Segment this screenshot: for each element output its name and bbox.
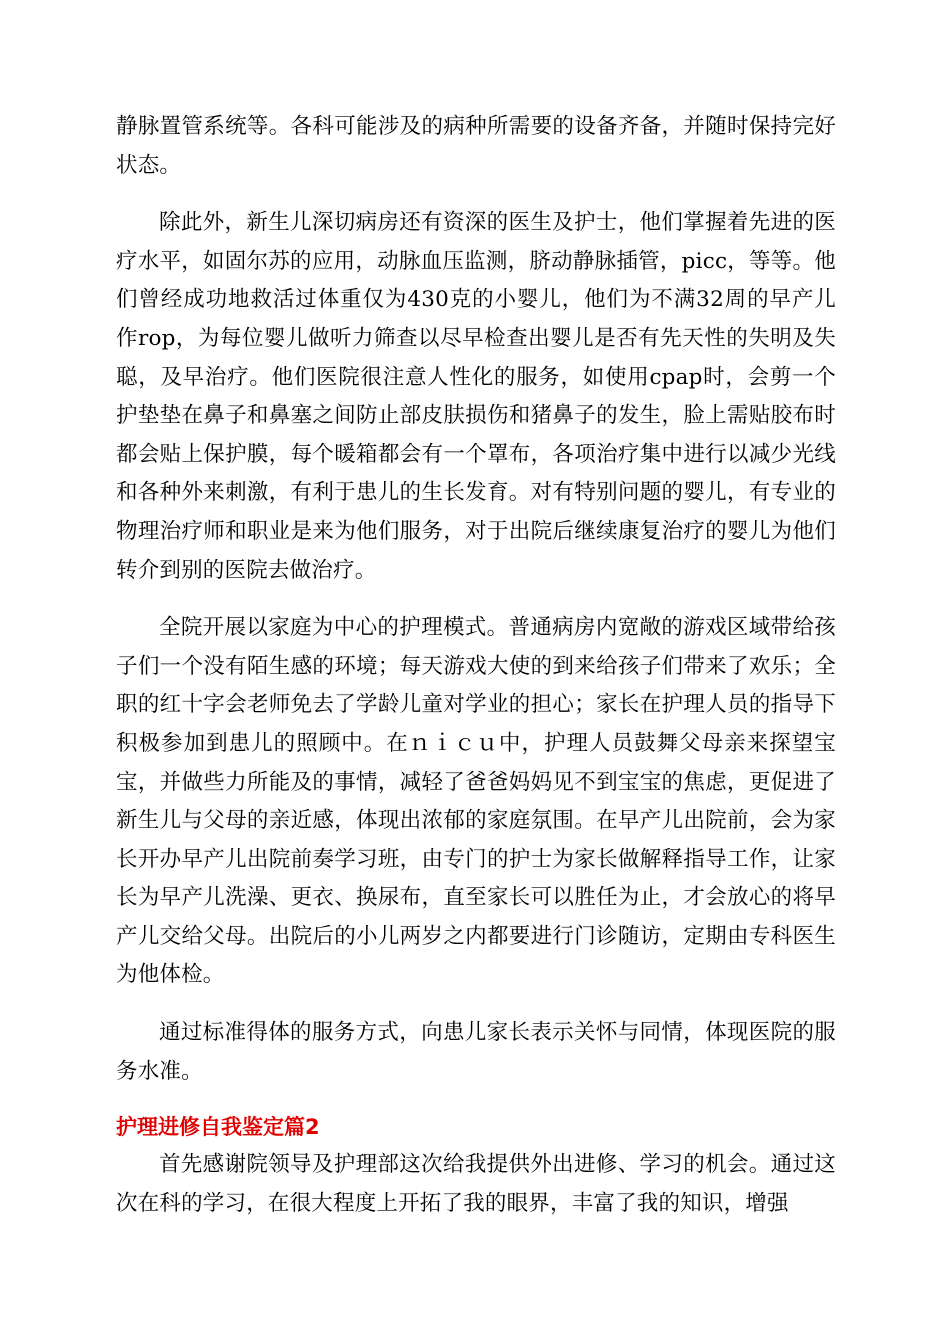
- paragraph-family-care: 全院开展以家庭为中心的护理模式。普通病房内宽敞的游戏区域带给孩子们一个没有陌生感的环境；每天游戏大使的到来给孩子们带来了欢乐；全职的红十字会老师免去了学龄儿童对学业的担心；家长在护理人员的指导下积极参加到患儿的照顾中。在ｎｉｃｕ中，护理人员鼓舞父母亲来探望宝宝，并做些力所能及的事情，减轻了爸爸妈妈见不到宝宝的焦虑，更促进了新生儿与父母的亲近感，体现出浓郁的家庭氛围。在早产儿出院前，会为家长开办早产儿出院前奏学习班，由专门的护士为家长做解释指导工作，让家长为早产儿洗澡、更衣、换尿布，直至家长可以胜任为止，才会放心的将早产儿交给父母。出院后的小儿两岁之内都要进行门诊随访，定期由专科医生为他体检。: [116, 615, 836, 988]
- paragraph-equipment: 静脉置管系统等。各科可能涉及的病种所需要的设备齐备，并随时保持完好状态。: [116, 114, 836, 178]
- paragraph-section-intro: 首先感谢院领导及护理部这次给我提供外出进修、学习的机会。通过这次在科的学习，在很大程度上开拓了我的眼界，丰富了我的知识，增强: [116, 1152, 836, 1216]
- paragraph-nicu-staff: 除此外，新生儿深切病房还有资深的医生及护士，他们掌握着先进的医疗水平，如固尔苏的应用，动脉血压监测，脐动静脉插管，picc，等等。他们曾经成功地救活过体重仅为430克的小婴儿，他们为不满32周的早产儿作rop，为每位婴儿做听力筛查以尽早检查出婴儿是否有先天性的失明及失聪，及早治疗。他们医院很注意人性化的服务，如使用cpap时，会剪一个护垫垫在鼻子和鼻塞之间防止部皮肤损伤和猪鼻子的发生，脸上需贴胶布时都会贴上保护膜，每个暖箱都会有一个罩布，各项治疗集中进行以减少光线和各种外来刺激，有利于患儿的生长发育。对有特别问题的婴儿，有专业的物理治疗师和职业是来为他们服务，对于出院后继续康复治疗的婴儿为他们转介到别的医院去做治疗。: [116, 210, 836, 583]
- section-heading: 护理进修自我鉴定篇2: [116, 1115, 320, 1140]
- paragraph-service-standard: 通过标准得体的服务方式，向患儿家长表示关怀与同情，体现医院的服务水准。: [116, 1020, 836, 1084]
- document-page: [116, 108, 836, 1223]
